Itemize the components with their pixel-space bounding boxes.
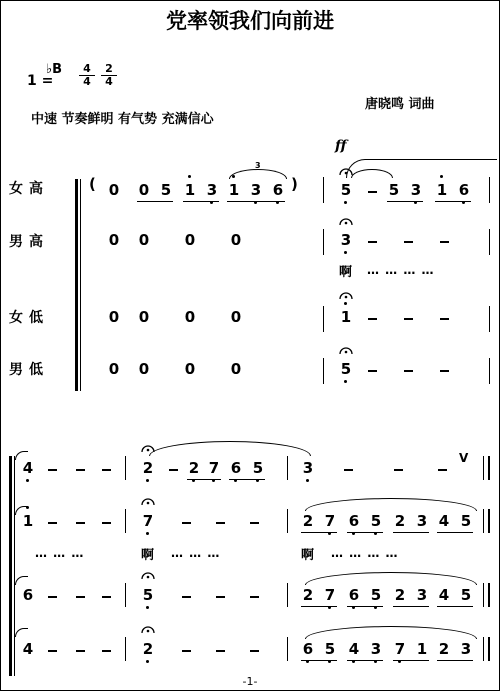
author-credit: 唐晓鸣 词曲	[365, 97, 435, 112]
note: 0	[108, 181, 120, 199]
barline	[489, 358, 490, 384]
note: 0	[230, 231, 242, 249]
tie-in	[15, 576, 28, 585]
note: 2	[394, 512, 406, 530]
song-title: 党率领我们向前进	[166, 8, 334, 33]
dash	[48, 469, 57, 471]
note: 6	[271, 181, 285, 199]
beam	[187, 479, 221, 480]
note: 2	[302, 512, 314, 530]
key-signature: 1 =	[27, 73, 54, 89]
note: 0	[108, 231, 120, 249]
note: 2	[438, 640, 450, 658]
note: 2	[187, 459, 201, 477]
phrase-slur	[149, 441, 311, 456]
dash	[404, 318, 413, 320]
note: 0	[230, 308, 242, 326]
part-label-alto: 女低	[9, 310, 49, 326]
beam	[393, 532, 429, 533]
note: 6	[457, 181, 471, 199]
part-label-bass: 男低	[9, 362, 49, 378]
beam	[229, 479, 265, 480]
page-number: -1-	[242, 675, 258, 688]
note: 0	[138, 360, 150, 378]
dash	[440, 370, 449, 372]
barline	[125, 637, 126, 661]
barline	[125, 583, 126, 607]
dynamic-marking: ff	[335, 138, 347, 154]
lyric-extension: … … …	[171, 546, 221, 560]
note: 6	[22, 586, 34, 604]
tempo-marking: 中速 节奏鲜明 有气势 充满信心	[31, 112, 214, 127]
note: 4	[438, 586, 450, 604]
barline	[489, 306, 490, 332]
dash	[182, 650, 191, 652]
dash	[48, 522, 57, 524]
time-signature-1-top: 4	[83, 62, 91, 75]
note: 1	[21, 512, 35, 530]
dash	[440, 318, 449, 320]
dash	[368, 370, 377, 372]
key-flat-label: ♭B	[46, 62, 63, 77]
phrase-slur	[305, 572, 477, 585]
fermata-icon	[141, 497, 155, 506]
dash	[169, 469, 178, 471]
note: 3	[249, 181, 263, 199]
beam	[347, 660, 383, 661]
barline	[287, 509, 288, 533]
lyric-extension: … … … …	[367, 263, 435, 277]
note: 1	[227, 181, 241, 199]
note: 0	[230, 360, 242, 378]
dash	[438, 469, 447, 471]
beam	[301, 660, 337, 661]
fermata-icon	[141, 625, 155, 634]
note: 0	[138, 308, 150, 326]
tie-in	[15, 628, 28, 637]
dash	[368, 241, 377, 243]
beam	[347, 532, 383, 533]
note: 6	[229, 459, 243, 477]
time-signature-1	[79, 63, 95, 88]
dash	[368, 191, 377, 193]
note: 7	[323, 512, 337, 530]
note: 2	[141, 459, 155, 477]
note: 3	[416, 586, 428, 604]
dash	[404, 241, 413, 243]
dash	[76, 469, 85, 471]
fermata-icon	[339, 346, 353, 355]
note: 6	[301, 640, 315, 658]
beam	[387, 201, 423, 202]
note: 2	[302, 586, 314, 604]
note: 3	[301, 459, 315, 477]
note: 4	[347, 640, 361, 658]
note: 3	[339, 231, 353, 249]
dash	[76, 650, 85, 652]
fermata-icon	[339, 217, 353, 226]
breath-mark: V	[459, 451, 469, 465]
dash	[48, 650, 57, 652]
part-label-tenor: 男高	[9, 234, 49, 250]
dash	[182, 596, 191, 598]
time-signature-2-top: 2	[105, 62, 113, 75]
lyric-word: 啊	[339, 265, 353, 280]
note: 5	[251, 459, 265, 477]
barline	[323, 306, 324, 332]
intro-paren-close: )	[291, 175, 298, 193]
barline	[125, 456, 126, 480]
key-flat	[46, 61, 62, 77]
time-signature-2-bottom: 4	[101, 75, 117, 88]
barline	[287, 583, 288, 607]
phrase-slur	[305, 498, 477, 511]
note: 5	[339, 181, 353, 199]
part-label-soprano: 女高	[9, 181, 49, 197]
note: 5	[160, 181, 172, 199]
beam	[227, 201, 285, 202]
note: 5	[369, 512, 383, 530]
beam	[437, 660, 473, 661]
dash	[216, 522, 225, 524]
note: 1	[435, 181, 449, 199]
note: 7	[141, 512, 155, 530]
note: 3	[460, 640, 472, 658]
time-signature-1-bottom: 4	[79, 75, 95, 88]
note: 2	[141, 640, 155, 658]
note: 3	[369, 640, 383, 658]
barline	[483, 509, 490, 533]
note: 0	[184, 231, 196, 249]
dash	[216, 650, 225, 652]
beam	[437, 606, 473, 607]
note: 0	[108, 360, 120, 378]
note: 4	[22, 640, 34, 658]
dash	[394, 469, 403, 471]
barline	[483, 456, 490, 480]
note: 4	[438, 512, 450, 530]
barline	[483, 583, 490, 607]
note: 5	[388, 181, 400, 199]
note: 6	[347, 512, 361, 530]
beam	[347, 606, 383, 607]
dash	[404, 370, 413, 372]
note: 1	[339, 308, 353, 326]
triplet-number: 3	[255, 161, 261, 170]
note: 3	[416, 512, 428, 530]
note: 7	[323, 586, 337, 604]
beam	[301, 606, 337, 607]
note: 5	[323, 640, 337, 658]
dash	[76, 522, 85, 524]
note: 0	[108, 308, 120, 326]
note: 0	[184, 360, 196, 378]
note: 5	[460, 512, 472, 530]
note: 4	[21, 459, 35, 477]
dash	[102, 596, 111, 598]
note: 1	[416, 640, 428, 658]
beam	[393, 660, 429, 661]
beam	[183, 201, 219, 202]
dash	[250, 596, 259, 598]
beam	[137, 201, 173, 202]
dash	[440, 241, 449, 243]
intro-paren: (	[89, 175, 96, 193]
note: 1	[183, 181, 197, 199]
time-signature-2	[101, 63, 117, 88]
lyric-word: 啊	[301, 548, 315, 563]
dash	[250, 522, 259, 524]
dash	[48, 596, 57, 598]
barline	[287, 456, 288, 480]
dash	[102, 522, 111, 524]
note: 3	[409, 181, 423, 199]
fermata-icon	[141, 571, 155, 580]
system2-bracket	[9, 456, 12, 676]
dash	[368, 318, 377, 320]
barline	[125, 509, 126, 533]
note: 0	[184, 308, 196, 326]
beam	[435, 201, 471, 202]
beam	[393, 606, 429, 607]
barline	[323, 177, 324, 203]
phrase-slur	[305, 626, 477, 639]
dash	[102, 469, 111, 471]
note: 7	[393, 640, 407, 658]
note: 5	[369, 586, 383, 604]
beam	[437, 532, 473, 533]
lyric-extension: … … …	[35, 546, 85, 560]
dash	[182, 522, 191, 524]
barline	[489, 177, 490, 203]
note: 5	[339, 360, 353, 378]
lyric-extension: … … … …	[331, 546, 399, 560]
barline	[489, 229, 490, 255]
note: 0	[138, 181, 150, 199]
dash	[76, 596, 85, 598]
lyric-word: 啊	[141, 548, 155, 563]
system1-bracket	[75, 179, 78, 391]
dash	[250, 650, 259, 652]
beam	[301, 532, 337, 533]
fermata-icon	[339, 291, 353, 300]
note: 6	[347, 586, 361, 604]
barline	[323, 229, 324, 255]
barline	[287, 637, 288, 661]
triplet-slur	[229, 169, 287, 179]
note: 5	[141, 586, 155, 604]
dash	[102, 650, 111, 652]
note: 7	[207, 459, 221, 477]
dash	[216, 596, 225, 598]
note: 2	[394, 586, 406, 604]
note: 5	[460, 586, 472, 604]
note: 3	[205, 181, 219, 199]
barline	[323, 358, 324, 384]
barline	[483, 637, 490, 661]
note: 0	[138, 231, 150, 249]
dash	[344, 469, 353, 471]
